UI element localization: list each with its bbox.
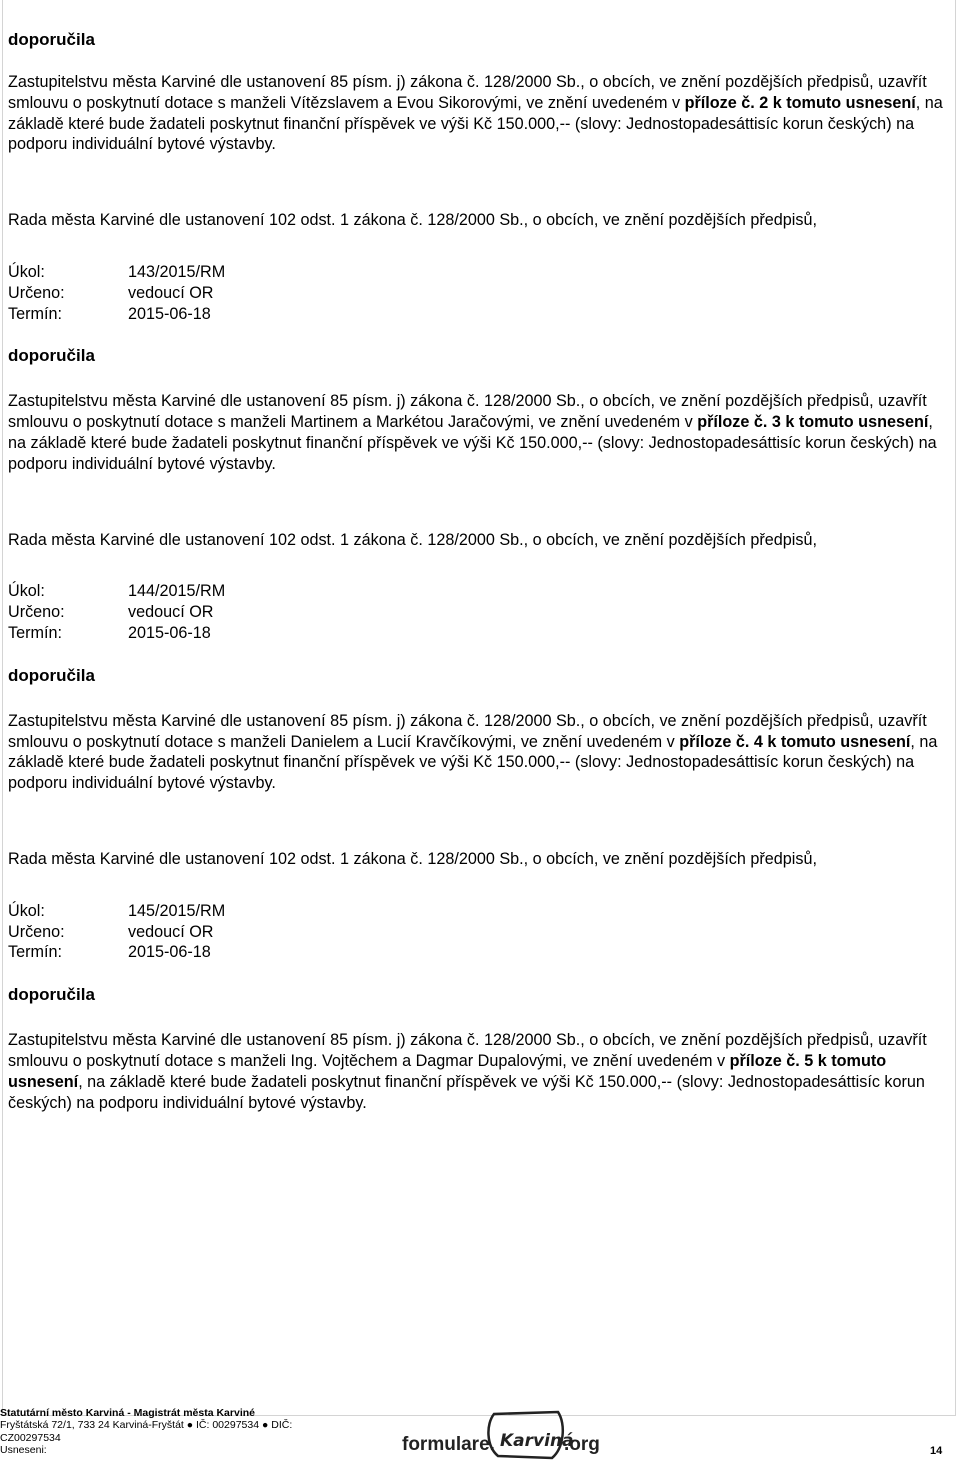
- task-meta: [8, 901, 943, 963]
- logo-text-left: formulare.: [402, 1434, 495, 1455]
- section-heading: doporučila: [8, 30, 95, 49]
- resolution-block: [8, 870, 943, 1114]
- resolution-paragraph: [8, 72, 943, 155]
- deadline-value: 2015-06-18: [128, 943, 211, 962]
- task-value: 143/2015/RM: [128, 262, 226, 281]
- resolution-block: [8, 231, 943, 550]
- annex-reference: příloze č. 3 k tomuto usnesení: [697, 413, 929, 432]
- task-label: Úkol:: [8, 582, 45, 601]
- formulare-karvina-logo: [402, 1406, 614, 1460]
- resolution-paragraph: [8, 711, 943, 794]
- deadline-value: 2015-06-18: [128, 623, 211, 642]
- assigned-value: vedoucí OR: [128, 922, 214, 941]
- resolution-block: [8, 550, 943, 869]
- resolution-paragraph: [8, 1030, 943, 1113]
- task-value: 145/2015/RM: [128, 901, 226, 920]
- logo-text-right: .org: [564, 1434, 600, 1455]
- resolution-paragraph: [8, 391, 943, 474]
- task-label: Úkol:: [8, 262, 45, 281]
- deadline-label: Termín:: [8, 623, 62, 642]
- deadline-label: Termín:: [8, 304, 62, 323]
- annex-reference: příloze č. 5 k tomuto usnesení: [8, 1051, 887, 1091]
- paragraph-text: , na základě které bude žadateli poskytnut finanční příspěvek ve výši Kč 150.000,-- (slovy: Jednostopadesáttisíc korun českých) na podporu individuální bytové výstavby.: [8, 732, 938, 793]
- section-heading: doporučila: [8, 665, 95, 685]
- deadline-label: Termín:: [8, 943, 62, 962]
- logo-text-mid: Karviná: [500, 1431, 574, 1451]
- footer-document: Usneseni:: [0, 1443, 47, 1456]
- assigned-label: Určeno:: [8, 922, 65, 941]
- paragraph-text: Zastupitelstvu města Karviné dle ustanovení 85 písm. j) zákona č. 128/2000 Sb., o obcích, ve znění pozdějších předpisů, uzavřít smlouvu o poskytnutí dotace s manželi Ing. Vojtěchem a Dagmar Dupalovými, ve znění uvedeném v: [8, 1031, 927, 1070]
- task-meta: [8, 581, 943, 643]
- footer-address: Fryštátská 72/1, 733 24 Karviná-Fryštát ● IČ: 00297534 ● DIČ: CZ00297534: [0, 1419, 293, 1444]
- assigned-value: vedoucí OR: [128, 283, 214, 302]
- council-statement: Rada města Karviné dle ustanovení 102 odst. 1 zákona č. 128/2000 Sb., o obcích, ve znění pozdějších předpisů,: [8, 211, 817, 230]
- paragraph-text: , na základě které bude žadateli poskytnut finanční příspěvek ve výši Kč 150.000,-- (slovy: Jednostopadesáttisíc korun českých) na podporu individuální bytové výstavby.: [8, 1072, 925, 1112]
- footer-info: [0, 1407, 330, 1456]
- deadline-value: 2015-06-18: [128, 304, 211, 323]
- annex-reference: příloze č. 2 k tomuto usnesení: [684, 93, 916, 112]
- paragraph-text: Zastupitelstvu města Karviné dle ustanovení 85 písm. j) zákona č. 128/2000 Sb., o obcích, ve znění pozdějších předpisů, uzavřít smlouvu o poskytnutí dotace s manželi Danielem a Lucií Kravčíkovými, ve znění uvedeném v: [8, 711, 927, 751]
- paragraph-text: Zastupitelstvu města Karviné dle ustanovení 85 písm. j) zákona č. 128/2000 Sb., o obcích, ve znění pozdějších předpisů, uzavřít smlouvu o poskytnutí dotace s manželi Martinem a Markétou Jaračovými, ve znění uvedeném v: [8, 392, 927, 432]
- resolution-block: [8, 28, 943, 231]
- document-body: [8, 28, 943, 1113]
- task-label: Úkol:: [8, 901, 45, 920]
- task-meta: [8, 262, 943, 324]
- annex-reference: příloze č. 4 k tomuto usnesení: [679, 732, 911, 751]
- assigned-label: Určeno:: [8, 603, 65, 622]
- page-footer: [0, 1402, 960, 1463]
- section-heading: doporučila: [8, 346, 95, 366]
- council-statement: Rada města Karviné dle ustanovení 102 odst. 1 zákona č. 128/2000 Sb., o obcích, ve znění pozdějších předpisů,: [8, 530, 817, 549]
- paragraph-text: , na základě které bude žadateli poskytnut finanční příspěvek ve výši Kč 150.000,-- (slovy: Jednostopadesáttisíc korun českých) na podporu individuální bytové výstavby.: [8, 413, 937, 473]
- page-number: 14: [930, 1445, 943, 1457]
- paragraph-text: , na základě které bude žadateli poskytnut finanční příspěvek ve výši Kč 150.000,-- (slovy: Jednostopadesáttisíc korun českých) na podporu individuální bytové výstavby.: [8, 93, 943, 154]
- section-heading: doporučila: [8, 985, 95, 1005]
- council-statement: Rada města Karviné dle ustanovení 102 odst. 1 zákona č. 128/2000 Sb., o obcích, ve znění pozdějších předpisů,: [8, 849, 817, 868]
- footer-organization: Statutární město Karviná - Magistrát města Karviné: [0, 1407, 255, 1419]
- assigned-value: vedoucí OR: [128, 603, 214, 622]
- task-value: 144/2015/RM: [128, 582, 226, 601]
- assigned-label: Určeno:: [8, 283, 65, 302]
- paragraph-text: Zastupitelstvu města Karviné dle ustanovení 85 písm. j) zákona č. 128/2000 Sb., o obcích, ve znění pozdějších předpisů, uzavřít smlouvu o poskytnutí dotace s manželi Vítězslavem a Evou Sikorovými, ve znění uvedeném v: [8, 73, 927, 112]
